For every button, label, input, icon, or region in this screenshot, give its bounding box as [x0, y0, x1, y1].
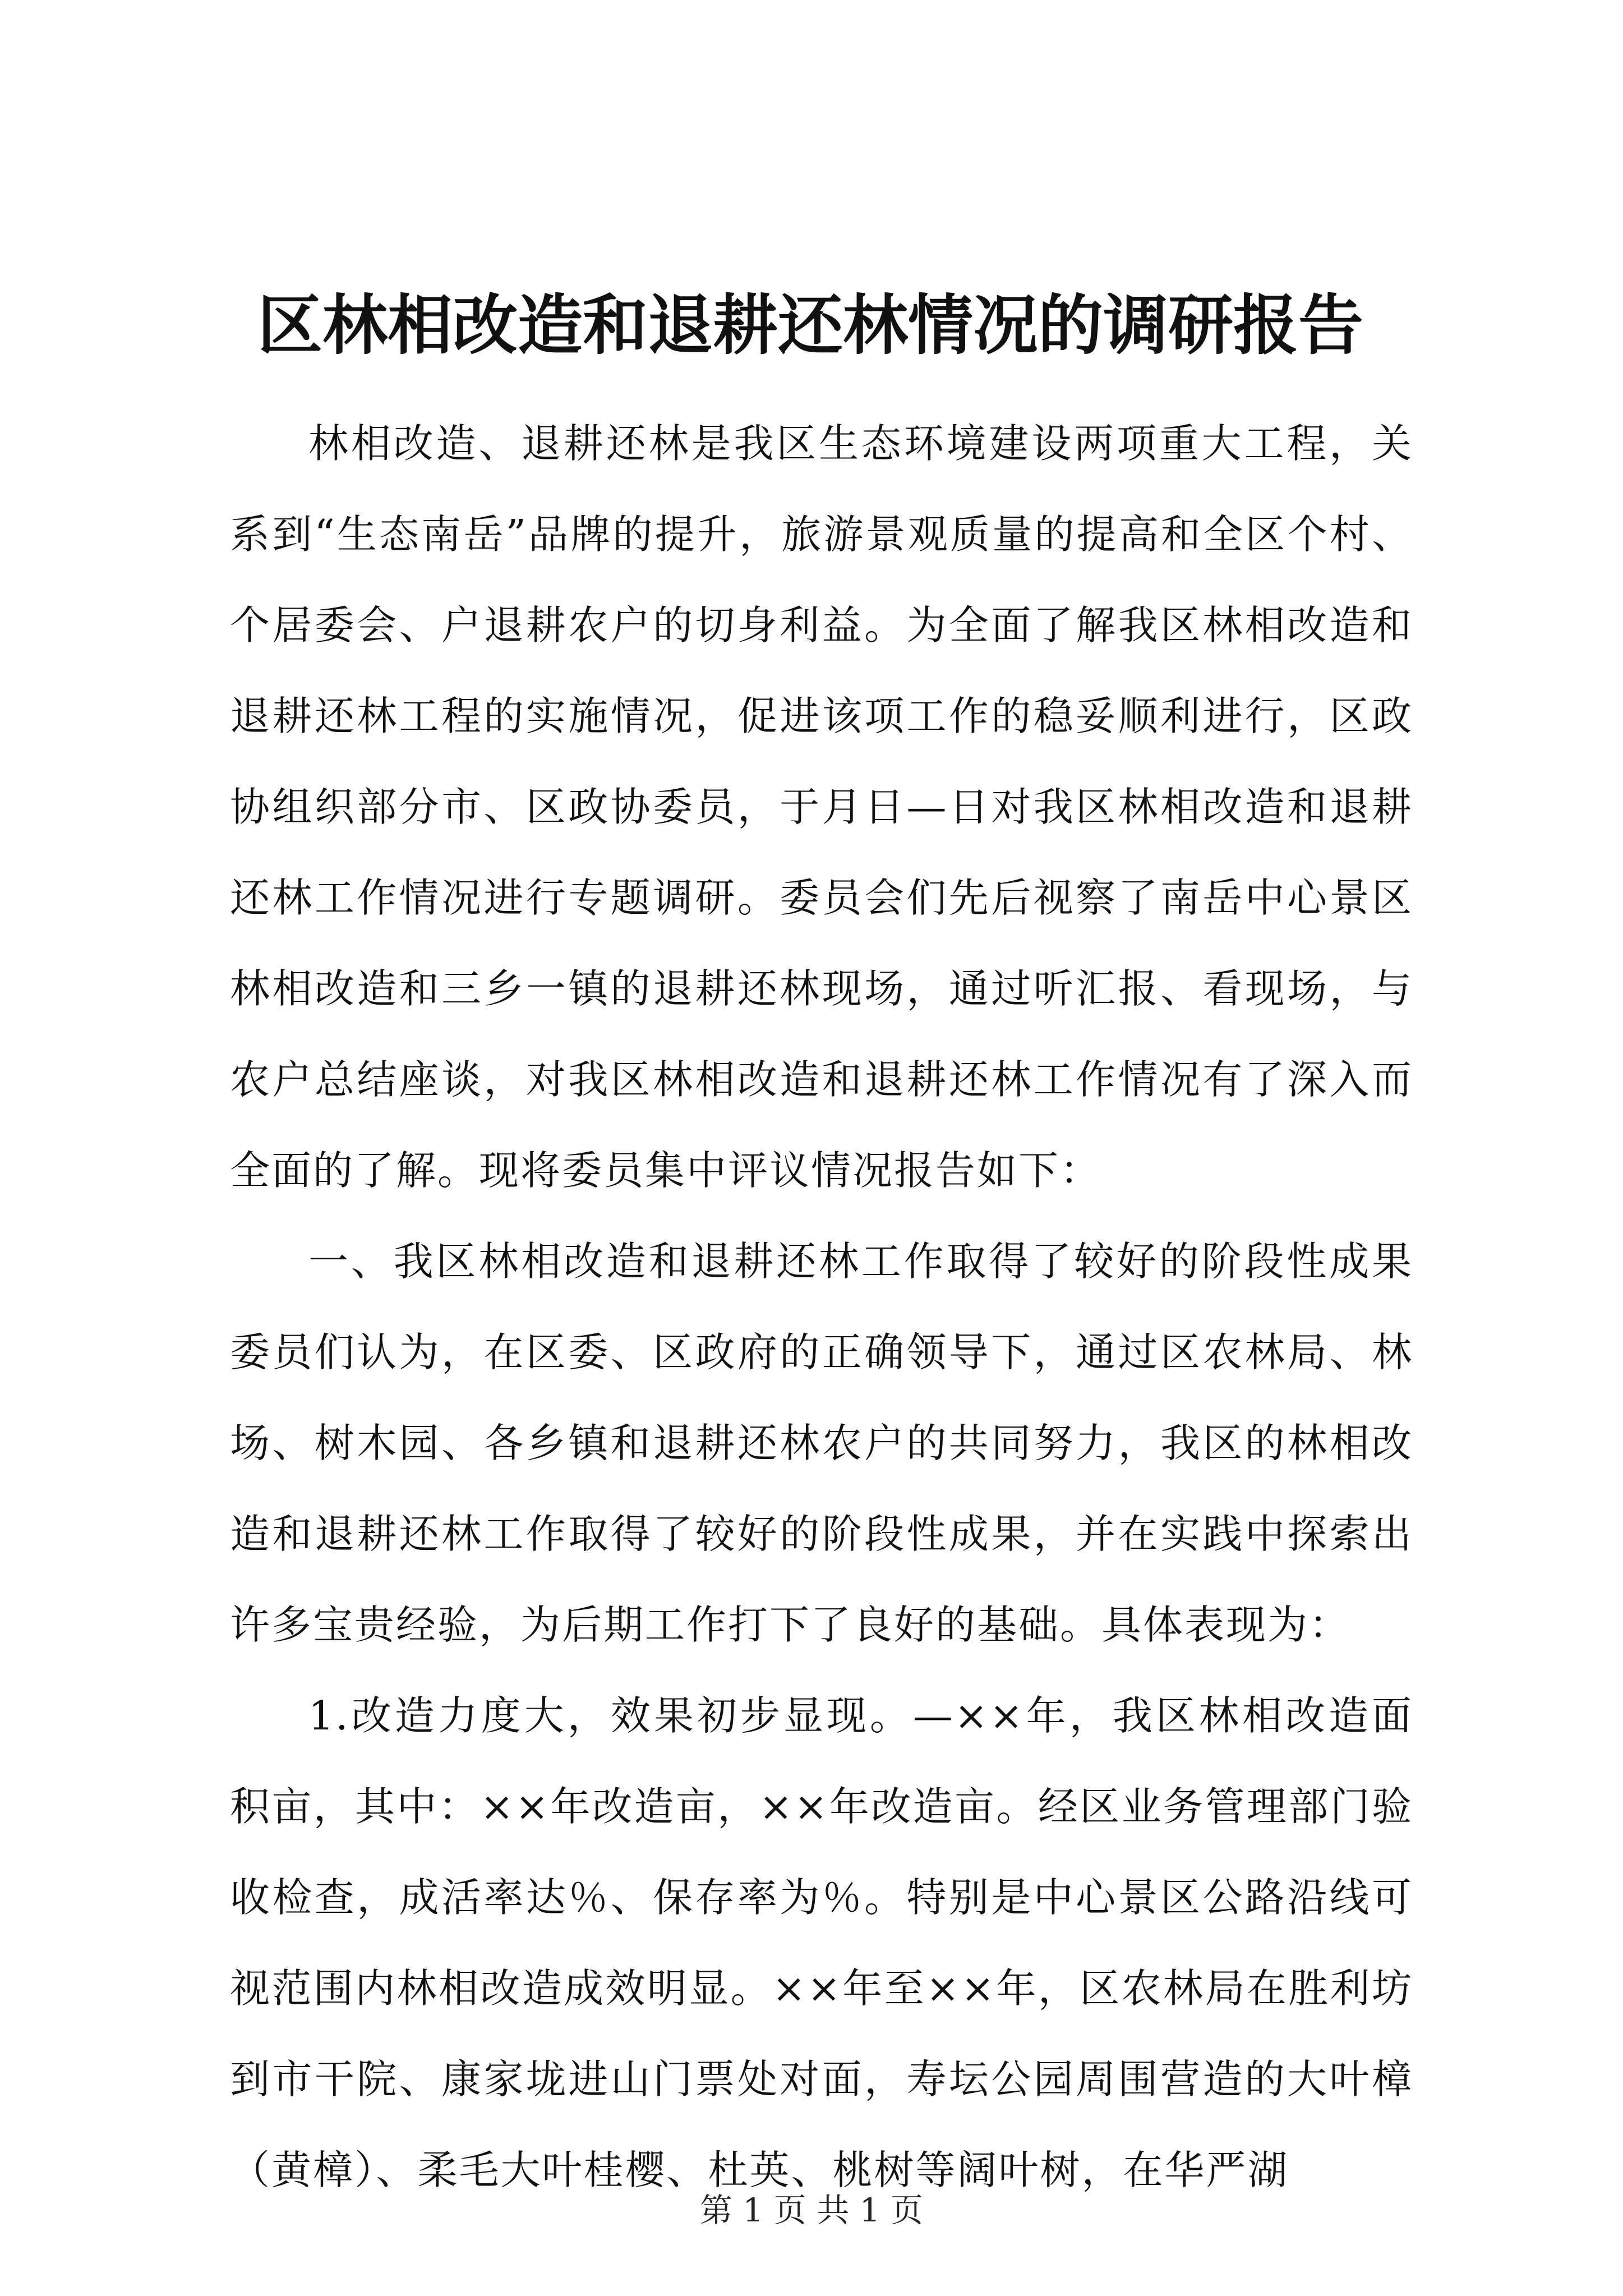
page-footer: 第 1 页 共 1 页	[700, 2191, 923, 2229]
paragraph-item-one: 1.改造力度大，效果初步显现。—××年，我区林相改造面积亩，其中：××年改造亩，××年改造亩。经区业务管理部门验收检查，成活率达％、保存率为％。特别是中心景区公路沿线可视范围内林相改造成效明显。××年至××年，区农林局在胜利坊到市干院、康家垅进山门票处对面，寿坛公园周围营造的大叶樟（黄樟）、柔毛大叶桂樱、杜英、桃树等阔叶树，在华严湖	[230, 1692, 1413, 2193]
document-title: 区林相改造和退耕还林情况的调研报告	[257, 287, 1363, 364]
document-body	[230, 398, 1413, 2216]
paragraph-section-one: 一、我区林相改造和退耕还林工作取得了较好的阶段性成果委员们认为，在区委、区政府的正确领导下，通过区农林局、林场、树木园、各乡镇和退耕还林农户的共同努力，我区的林相改造和退耕还林工作取得了较好的阶段性成果，并在实践中探索出许多宝贵经验，为后期工作打下了良好的基础。具体表现为：	[230, 1238, 1413, 1648]
paragraph-intro: 林相改造、退耕还林是我区生态环境建设两项重大工程，关系到“生态南岳”品牌的提升，旅游景观质量的提高和全区个村、个居委会、户退耕农户的切身利益。为全面了解我区林相改造和退耕还林工程的实施情况，促进该项工作的稳妥顺利进行，区政协组织部分市、区政协委员，于月日—日对我区林相改造和退耕还林工作情况进行专题调研。委员会们先后视察了南岳中心景区林相改造和三乡一镇的退耕还林现场，通过听汇报、看现场，与农户总结座谈，对我区林相改造和退耕还林工作情况有了深入而全面的了解。现将委员集中评议情况报告如下：	[230, 420, 1413, 1194]
